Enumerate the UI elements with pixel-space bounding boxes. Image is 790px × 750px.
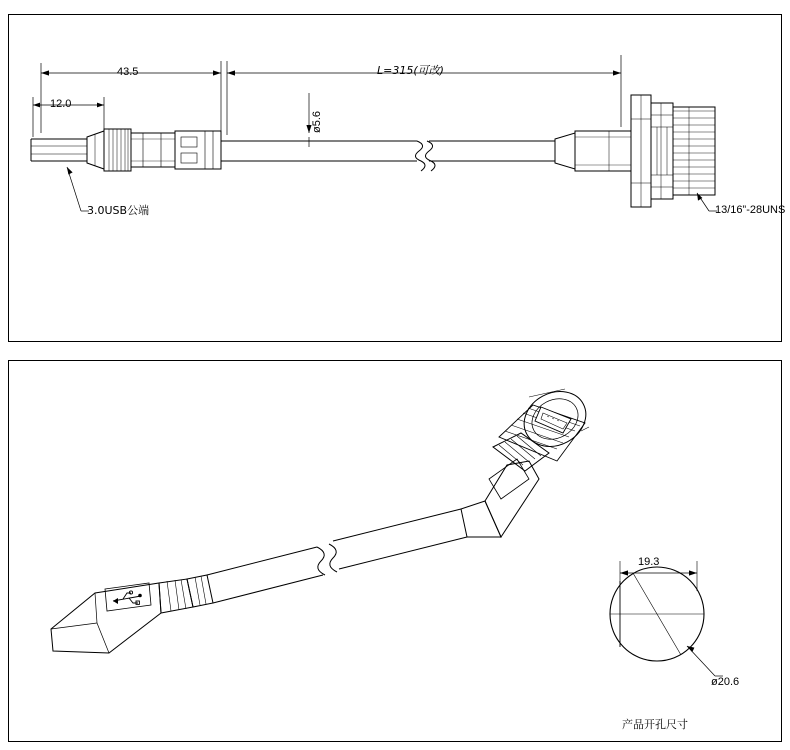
bottom-drawing-panel [8, 360, 782, 742]
dimension-label-19-3: 19.3 [638, 556, 660, 568]
top-drawing-panel [8, 14, 786, 342]
caption-panel-cutout: 产品开孔尺寸 [622, 718, 688, 731]
bottom-view-svg [9, 361, 781, 741]
dimension-label-12-0: 12.0 [50, 98, 72, 110]
annotation-thread-spec: 13/16”-28UNS [715, 204, 786, 216]
dimension-label-diameter-20-6: ø20.6 [711, 676, 740, 688]
dimension-label-43-5: 43.5 [117, 66, 139, 78]
annotation-usb-male-end: 3.0USB公端 [87, 204, 150, 217]
dimension-label-cable-diameter: ø5.6 [311, 110, 323, 133]
dimension-label-cable-length: L=315(可改) [377, 64, 444, 77]
